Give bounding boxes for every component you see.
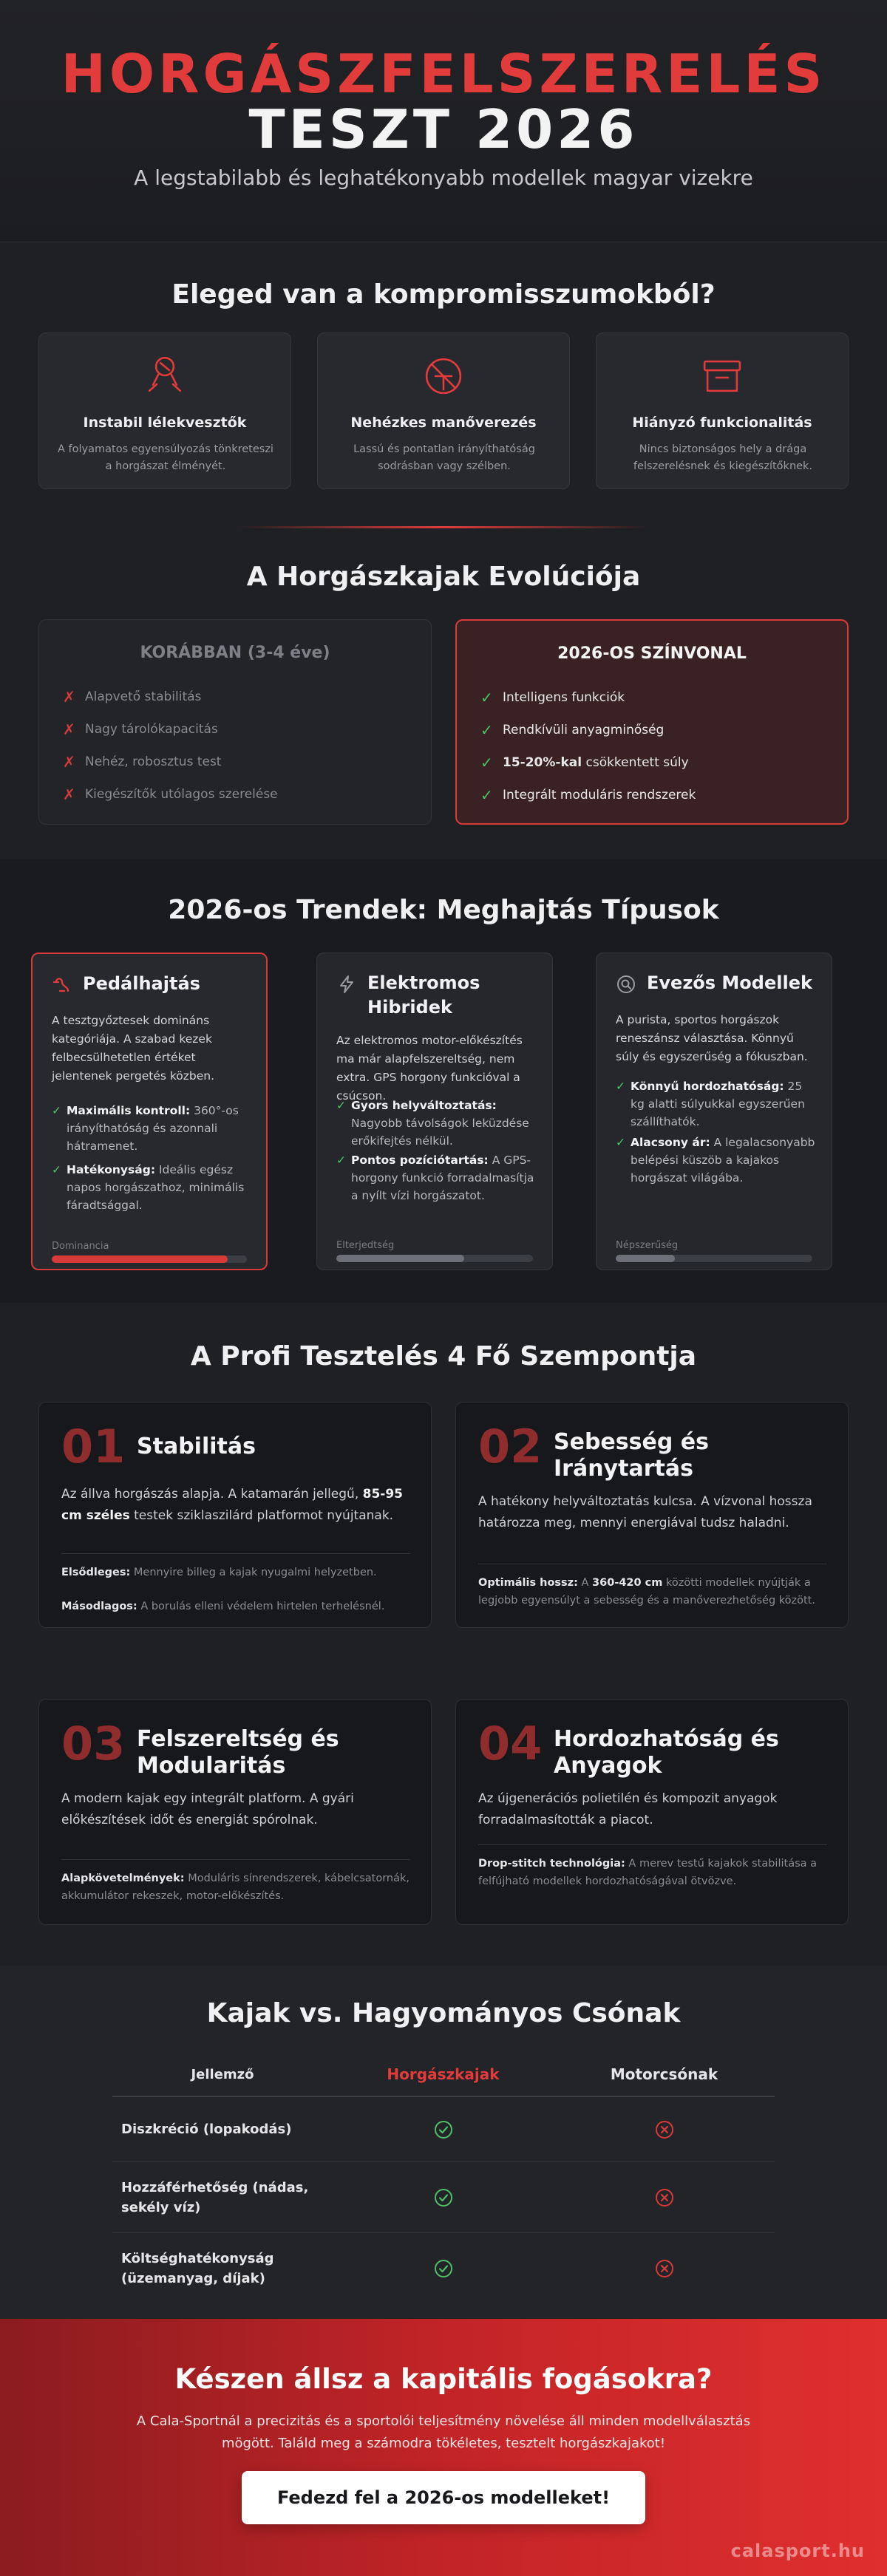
trends-section	[0, 859, 887, 1303]
problem-desc: Nincs biztonságos hely a drága felszerelésnek és kiegészítőknek.	[633, 443, 813, 472]
criteria-number: 03	[61, 1717, 126, 1771]
row-label: Diszkréció (lopakodás)	[121, 2122, 292, 2137]
row-label: Költséghatékonyság (üzemanyag, díjak)	[121, 2251, 274, 2286]
criteria-desc: A hatékony helyváltoztatás kulcsa. A vízvonal hossza határozza meg, mennyi energiával tudsz haladni.	[478, 1494, 812, 1530]
pedal-icon	[52, 975, 72, 995]
problem-desc: A folyamatos egyensúlyozás tönkreteszi a horgászat élményét.	[58, 443, 273, 472]
problem-desc: Lassú és pontatlan irányíthatóság sodrásban vagy szélben.	[353, 443, 535, 472]
problem-title: Nehézkes manőverezés	[350, 415, 537, 431]
check-icon: ✓	[480, 786, 493, 804]
x-icon: ✗	[63, 786, 75, 803]
list-item: ✓ Rendkívüli anyagminőség	[480, 721, 665, 739]
x-icon: ✗	[63, 720, 75, 738]
problem-card	[317, 333, 570, 489]
progress-track	[52, 1255, 247, 1263]
progress-track	[616, 1255, 812, 1262]
list-item: ✓ 15-20%-kal csökkentett súly	[480, 754, 689, 771]
list-item: ✗ Alapvető stabilitás	[63, 688, 202, 706]
problem-card	[38, 333, 291, 489]
explore-models-button[interactable]: Fedezd fel a 2026-os modelleket!	[242, 2471, 645, 2524]
trend-bullet: ✓ Maximális kontroll: 360°-os irányíthatóság és azonnali hátramenet.	[52, 1104, 239, 1153]
trend-card-electric	[316, 953, 553, 1270]
trend-bullet: ✓ Pontos pozíciótartás: A GPS-horgony funkció forradalmasítja a nyílt vízi horgászatot.	[336, 1154, 534, 1202]
no-steering-icon	[318, 354, 569, 400]
criteria-note: Optimális hossz: A 360-420 cm közötti modellek nyújtják a legjobb egyensúlyt a sebesség és a manőverezhetőség között.	[478, 1577, 815, 1606]
row-label: Hozzáférhetőség (nádas, sekély víz)	[121, 2179, 309, 2215]
criteria-desc: Az állva horgászás alapja. A katamarán jellegű, 85-95 cm széles testek sziklaszilárd platformot nyújtanak.	[61, 1487, 404, 1523]
paddle-search-icon	[616, 974, 636, 995]
criteria-card	[38, 1699, 432, 1925]
hero-title-line2: TESZT 2026	[248, 98, 639, 160]
box-icon	[597, 354, 848, 400]
trend-bullet: ✓ Hatékonyság: Ideális egész napos horgászathoz, minimális fáradtsággal.	[52, 1163, 245, 1212]
check-icon: ✓	[480, 721, 493, 739]
trend-bullet: ✓ Alacsony ár: A legalacsonyabb belépési küszöb a kajakos horgászat világába.	[616, 1136, 815, 1185]
lightning-icon	[336, 974, 357, 995]
criteria-number: 02	[478, 1420, 543, 1473]
criteria-card	[38, 1402, 432, 1628]
trend-desc: A tesztgyőztesek domináns kategóriája. A szabad kezek felbecsülhetetlen értéket jelentenek pergetés közben.	[52, 1014, 215, 1083]
criteria-title: Felszereltség és Modularitás	[137, 1726, 339, 1779]
table-row	[112, 2097, 775, 2162]
evolution-heading: A Horgászkajak Evolúciója	[246, 562, 641, 592]
trends-heading: 2026-os Trendek: Meghajtás Típusok	[168, 895, 719, 925]
problem-title: Hiányzó funkcionalitás	[632, 415, 812, 431]
trend-desc: Az elektromos motor-előkészítés ma már alapfelszereltség, nem extra. GPS horgony funkcióval a csúcson.	[336, 1034, 523, 1103]
trend-title: Pedálhajtás	[83, 973, 200, 994]
table-row	[112, 2162, 775, 2233]
divider	[61, 1859, 410, 1860]
criteria-number: 01	[61, 1420, 126, 1473]
bar-label: Dominancia	[52, 1241, 109, 1252]
hero-subtitle: A legstabilabb és leghatékonyabb modellek magyar vizekre	[134, 166, 753, 190]
problem-title: Instabil lélekvesztők	[83, 415, 247, 431]
section-divider	[238, 526, 649, 528]
compare-section	[0, 1966, 887, 2319]
check-circle-icon	[333, 2120, 554, 2139]
column-header: Horgászkajak	[387, 2065, 500, 2083]
list-item: ✓ Intelligens funkciók	[480, 689, 625, 706]
problems-heading: Eleged van a kompromisszumokból?	[171, 279, 716, 310]
hero-title-line1: HORGÁSZFELSZERELÉS	[61, 43, 826, 105]
evolution-old-title: KORÁBBAN (3-4 éve)	[140, 644, 330, 662]
x-circle-icon	[554, 2120, 775, 2139]
criteria-desc: Az újgenerációs polietilén és kompozit anyagok forradalmasították a piacot.	[478, 1791, 778, 1827]
criteria-note: Elsődleges: Mennyire billeg a kajak nyugalmi helyzetben.	[61, 1567, 377, 1578]
list-item: ✗ Nehéz, robosztus test	[63, 753, 222, 771]
trend-title: Elektromos Hibridek	[367, 972, 480, 1018]
check-icon: ✓	[480, 689, 493, 706]
bar-label: Népszerűség	[616, 1240, 679, 1251]
trend-desc: A purista, sportos horgászok reneszánsz választása. Könnyű súly és egyszerűség a fókuszban.	[616, 1013, 808, 1063]
cta-section	[0, 2319, 887, 2576]
progress-fill	[52, 1255, 228, 1263]
problem-card	[596, 333, 849, 489]
compare-heading: Kajak vs. Hagyományos Csónak	[206, 1998, 681, 2028]
x-circle-icon	[554, 2188, 775, 2207]
progress-fill	[336, 1255, 464, 1262]
check-circle-icon	[333, 2188, 554, 2207]
cta-heading: Készen állsz a kapitális fogásokra?	[174, 2363, 713, 2395]
table-header-row	[112, 2053, 775, 2097]
x-circle-icon	[554, 2259, 775, 2278]
criteria-section	[0, 1303, 887, 1966]
column-header: Jellemző	[191, 2066, 254, 2082]
trend-card-paddle	[596, 953, 832, 1270]
evolution-new-title: 2026-OS SZÍNVONAL	[557, 644, 747, 663]
progress-fill	[616, 1255, 675, 1262]
criteria-card	[455, 1402, 849, 1628]
progress-track	[336, 1255, 533, 1262]
divider	[61, 1553, 410, 1554]
x-icon: ✗	[63, 688, 75, 706]
table-row	[112, 2233, 775, 2304]
x-icon: ✗	[63, 753, 75, 771]
check-icon: ✓	[480, 754, 493, 771]
criteria-heading: A Profi Tesztelés 4 Fő Szempontja	[190, 1341, 697, 1372]
evolution-old-card	[38, 619, 432, 825]
criteria-number: 04	[478, 1717, 543, 1771]
criteria-title: Hordozhatóság és Anyagok	[554, 1726, 779, 1779]
comparison-table	[112, 2053, 775, 2304]
trend-bullet: ✓ Gyors helyváltoztatás: Nagyobb távolságok leküzdése erőkifejtés nélkül.	[336, 1099, 529, 1148]
check-circle-icon	[333, 2259, 554, 2278]
criteria-note: Drop-stitch technológia: A merev testű kajakok stabilitása a felfújható modellek hordozhatóságával ötvözve.	[478, 1858, 818, 1887]
criteria-title: Stabilitás	[137, 1434, 256, 1459]
criteria-note: Alapkövetelmények: Moduláris sínrendszerek, kábelcsatornák, akkumulátor rekeszek, motor-előkészítés.	[61, 1873, 409, 1902]
column-header: Motorcsónak	[610, 2065, 718, 2083]
hero-section	[0, 0, 887, 242]
criteria-desc: A modern kajak egy integrált platform. A gyári előkészítések időt és energiát spórolnak.	[61, 1791, 354, 1827]
evolution-new-card	[455, 619, 849, 825]
trend-card-pedal	[31, 953, 268, 1270]
problems-section	[0, 242, 887, 859]
bar-label: Elterjedtség	[336, 1240, 395, 1251]
watermark: calasport.hu	[730, 2541, 865, 2561]
cta-desc: A Cala-Sportnál a precizitás és a sportolói teljesítmény növelése áll minden modellválasztás mögött. Találd meg a számodra tökéletes, tesztelt horgászkajakot!	[136, 2413, 751, 2451]
divider	[478, 1844, 827, 1845]
broken-person-icon	[39, 354, 290, 400]
trend-bullet: ✓ Könnyű hordozhatóság: 25 kg alatti súlyukkal egyszerűen szállíthatók.	[616, 1080, 805, 1128]
criteria-note: Másodlagos: A borulás elleni védelem hirtelen terhelésnél.	[61, 1601, 385, 1612]
criteria-card	[455, 1699, 849, 1925]
list-item: ✗ Kiegészítők utólagos szerelése	[63, 786, 278, 803]
trend-title: Evezős Modellek	[647, 972, 812, 993]
list-item: ✓ Integrált moduláris rendszerek	[480, 786, 696, 804]
list-item: ✗ Nagy tárolókapacitás	[63, 720, 218, 738]
criteria-title: Sebesség és Iránytartás	[554, 1429, 709, 1482]
